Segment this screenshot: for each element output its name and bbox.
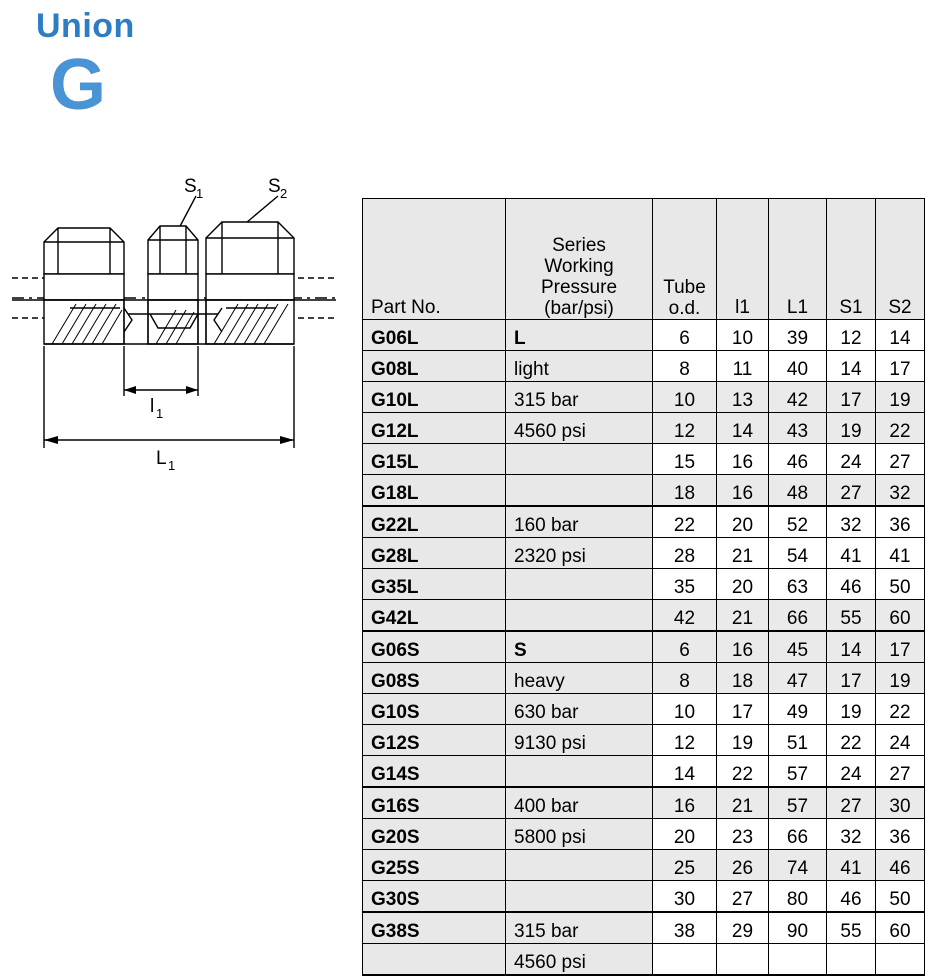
col-header-series-line2: Working — [544, 256, 614, 277]
table-row — [363, 413, 925, 444]
cell-s2: 46 — [876, 850, 925, 881]
cell-tube: 12 — [653, 725, 717, 756]
cell-s1 — [827, 944, 876, 976]
cell-series-pressure: 160 bar — [506, 506, 653, 538]
cell-s1: 24 — [827, 444, 876, 475]
cell-tube: 8 — [653, 351, 717, 382]
cell-tube: 12 — [653, 413, 717, 444]
left-nut — [44, 228, 124, 274]
cell-l1: 48 — [769, 475, 827, 507]
label-l1-sub: 1 — [168, 458, 176, 473]
technical-drawing — [0, 168, 348, 498]
table-row — [363, 881, 925, 913]
cell-i1: 22 — [717, 756, 769, 788]
cell-s2 — [876, 944, 925, 976]
header-row — [363, 199, 925, 320]
table-row — [363, 850, 925, 881]
cell-l1: 57 — [769, 756, 827, 788]
cell-part-no: G08L — [363, 351, 506, 382]
cell-l1: 63 — [769, 569, 827, 600]
table-row — [363, 631, 925, 663]
cell-l1 — [769, 944, 827, 976]
cell-tube — [653, 944, 717, 976]
cell-l1: 43 — [769, 413, 827, 444]
cell-s1: 19 — [827, 694, 876, 725]
table-body — [363, 320, 925, 976]
page-title: Union — [36, 7, 135, 45]
cell-i1: 16 — [717, 475, 769, 507]
cell-series-pressure: 4560 psi — [506, 944, 653, 976]
cell-series-pressure — [506, 600, 653, 632]
table-row — [363, 351, 925, 382]
cell-i1: 19 — [717, 725, 769, 756]
cell-i1: 20 — [717, 506, 769, 538]
table-row — [363, 756, 925, 788]
cell-i1: 10 — [717, 320, 769, 351]
cell-tube: 18 — [653, 475, 717, 507]
cell-s1: 12 — [827, 320, 876, 351]
cell-i1: 26 — [717, 850, 769, 881]
cell-tube: 6 — [653, 631, 717, 663]
cell-series-pressure — [506, 850, 653, 881]
cell-series-pressure — [506, 444, 653, 475]
cell-part-no: G22L — [363, 506, 506, 538]
cell-tube: 16 — [653, 787, 717, 819]
cell-s1: 24 — [827, 756, 876, 788]
cell-series-pressure — [506, 569, 653, 600]
cell-part-no: G12S — [363, 725, 506, 756]
cell-s2: 27 — [876, 444, 925, 475]
center-hex — [148, 226, 198, 274]
cell-tube: 42 — [653, 600, 717, 632]
label-s1-sub: 1 — [196, 186, 204, 201]
cell-s1: 46 — [827, 881, 876, 913]
cell-s1: 19 — [827, 413, 876, 444]
cell-part-no: G28L — [363, 538, 506, 569]
cell-part-no: G10S — [363, 694, 506, 725]
cell-tube: 15 — [653, 444, 717, 475]
cell-i1: 23 — [717, 819, 769, 850]
cell-tube: 38 — [653, 912, 717, 944]
cell-l1: 42 — [769, 382, 827, 413]
cell-series-pressure: light — [506, 351, 653, 382]
union-fitting-diagram — [0, 168, 348, 498]
table-row — [363, 569, 925, 600]
cell-s1: 55 — [827, 912, 876, 944]
cell-s1: 17 — [827, 382, 876, 413]
cell-i1: 27 — [717, 881, 769, 913]
cell-series-pressure: heavy — [506, 663, 653, 694]
cell-i1: 29 — [717, 912, 769, 944]
cell-s2: 36 — [876, 819, 925, 850]
col-header-s1: S1 — [827, 199, 876, 320]
cell-tube: 6 — [653, 320, 717, 351]
cell-series-pressure: 5800 psi — [506, 819, 653, 850]
col-header-tube-od — [653, 199, 717, 320]
cell-l1: 66 — [769, 600, 827, 632]
table-row — [363, 944, 925, 976]
cell-s2: 27 — [876, 756, 925, 788]
label-s2-sub: 2 — [280, 186, 288, 201]
cell-s2: 32 — [876, 475, 925, 507]
cell-i1: 17 — [717, 694, 769, 725]
label-i1: l — [150, 396, 155, 417]
cell-tube: 22 — [653, 506, 717, 538]
cell-part-no: G18L — [363, 475, 506, 507]
cell-s2: 41 — [876, 538, 925, 569]
cell-s2: 36 — [876, 506, 925, 538]
col-header-series-line4: (bar/psi) — [544, 298, 614, 319]
cell-l1: 74 — [769, 850, 827, 881]
col-header-tube-line2: o.d. — [668, 298, 701, 319]
cell-l1: 40 — [769, 351, 827, 382]
spec-table — [362, 198, 925, 976]
cell-tube: 10 — [653, 694, 717, 725]
cell-part-no: G16S — [363, 787, 506, 819]
cell-s1: 41 — [827, 850, 876, 881]
table-row — [363, 320, 925, 351]
cell-part-no: G25S — [363, 850, 506, 881]
table-header — [363, 199, 925, 320]
table-row — [363, 506, 925, 538]
cell-series-pressure — [506, 881, 653, 913]
cell-s2: 14 — [876, 320, 925, 351]
cell-part-no: G35L — [363, 569, 506, 600]
cell-l1: 54 — [769, 538, 827, 569]
cell-tube: 14 — [653, 756, 717, 788]
cell-s1: 22 — [827, 725, 876, 756]
spec-table-container — [362, 198, 924, 976]
label-i1-sub: 1 — [156, 406, 164, 421]
cell-l1: 46 — [769, 444, 827, 475]
cell-s1: 46 — [827, 569, 876, 600]
cell-s1: 32 — [827, 819, 876, 850]
cell-s2: 50 — [876, 881, 925, 913]
cell-l1: 47 — [769, 663, 827, 694]
cell-i1: 21 — [717, 538, 769, 569]
cell-part-no — [363, 944, 506, 976]
cell-s1: 27 — [827, 787, 876, 819]
cell-tube: 8 — [653, 663, 717, 694]
col-header-series-line1: Series — [552, 235, 606, 256]
cell-i1: 20 — [717, 569, 769, 600]
cell-l1: 45 — [769, 631, 827, 663]
cell-s1: 14 — [827, 351, 876, 382]
cell-i1: 16 — [717, 444, 769, 475]
col-header-i1: l1 — [717, 199, 769, 320]
cell-l1: 52 — [769, 506, 827, 538]
cell-s2: 60 — [876, 912, 925, 944]
product-code: G — [50, 45, 107, 125]
cell-tube: 30 — [653, 881, 717, 913]
cell-s2: 24 — [876, 725, 925, 756]
table-row — [363, 819, 925, 850]
cell-series-pressure: 4560 psi — [506, 413, 653, 444]
cell-i1: 11 — [717, 351, 769, 382]
col-header-series-line3: Pressure — [540, 277, 618, 298]
col-header-tube-line1: Tube — [663, 277, 706, 298]
table-row — [363, 725, 925, 756]
cell-i1: 21 — [717, 787, 769, 819]
col-header-part-no: Part No. — [363, 199, 506, 320]
cell-tube: 10 — [653, 382, 717, 413]
cell-s2: 60 — [876, 600, 925, 632]
cell-tube: 35 — [653, 569, 717, 600]
cell-i1: 21 — [717, 600, 769, 632]
cell-series-pressure: 315 bar — [506, 382, 653, 413]
cell-s2: 30 — [876, 787, 925, 819]
cell-series-pressure: S — [506, 631, 653, 663]
table-row — [363, 912, 925, 944]
cell-part-no: G38S — [363, 912, 506, 944]
cell-series-pressure — [506, 756, 653, 788]
cell-series-pressure: L — [506, 320, 653, 351]
label-s2: S — [268, 176, 281, 197]
table-row — [363, 663, 925, 694]
right-nut — [206, 222, 294, 274]
cell-l1: 90 — [769, 912, 827, 944]
cell-part-no: G14S — [363, 756, 506, 788]
cell-part-no: G42L — [363, 600, 506, 632]
cell-l1: 49 — [769, 694, 827, 725]
cell-series-pressure: 315 bar — [506, 912, 653, 944]
cell-part-no: G15L — [363, 444, 506, 475]
s1-leader — [178, 196, 196, 230]
cell-s1: 17 — [827, 663, 876, 694]
cell-part-no: G30S — [363, 881, 506, 913]
cell-l1: 57 — [769, 787, 827, 819]
table-row — [363, 382, 925, 413]
cell-part-no: G20S — [363, 819, 506, 850]
cell-part-no: G10L — [363, 382, 506, 413]
cell-tube: 25 — [653, 850, 717, 881]
cell-s2: 19 — [876, 382, 925, 413]
cell-i1: 14 — [717, 413, 769, 444]
label-s1: S — [184, 176, 197, 197]
col-header-s2: S2 — [876, 199, 925, 320]
cell-s2: 19 — [876, 663, 925, 694]
cell-i1: 16 — [717, 631, 769, 663]
cell-s1: 32 — [827, 506, 876, 538]
cell-l1: 80 — [769, 881, 827, 913]
cell-s2: 50 — [876, 569, 925, 600]
cell-s1: 55 — [827, 600, 876, 632]
cell-s1: 14 — [827, 631, 876, 663]
cell-i1 — [717, 944, 769, 976]
col-header-series-pressure — [506, 199, 653, 320]
cell-l1: 51 — [769, 725, 827, 756]
table-row — [363, 600, 925, 632]
table-row — [363, 444, 925, 475]
cell-tube: 20 — [653, 819, 717, 850]
table-row — [363, 694, 925, 725]
cell-part-no: G06L — [363, 320, 506, 351]
cell-tube: 28 — [653, 538, 717, 569]
title-block — [36, 6, 135, 125]
cell-s1: 41 — [827, 538, 876, 569]
table-row — [363, 538, 925, 569]
table-row — [363, 787, 925, 819]
cell-part-no: G08S — [363, 663, 506, 694]
cell-series-pressure: 9130 psi — [506, 725, 653, 756]
cell-s1: 27 — [827, 475, 876, 507]
cell-i1: 13 — [717, 382, 769, 413]
table-row — [363, 475, 925, 507]
cell-l1: 39 — [769, 320, 827, 351]
cell-s2: 17 — [876, 351, 925, 382]
cell-s2: 22 — [876, 694, 925, 725]
cell-series-pressure — [506, 475, 653, 507]
cell-s2: 22 — [876, 413, 925, 444]
cell-series-pressure: 630 bar — [506, 694, 653, 725]
cell-series-pressure: 400 bar — [506, 787, 653, 819]
cell-s2: 17 — [876, 631, 925, 663]
cell-part-no: G12L — [363, 413, 506, 444]
label-l1: L — [156, 448, 167, 469]
cell-l1: 66 — [769, 819, 827, 850]
cell-part-no: G06S — [363, 631, 506, 663]
cell-series-pressure: 2320 psi — [506, 538, 653, 569]
cell-i1: 18 — [717, 663, 769, 694]
col-header-l1: L1 — [769, 199, 827, 320]
